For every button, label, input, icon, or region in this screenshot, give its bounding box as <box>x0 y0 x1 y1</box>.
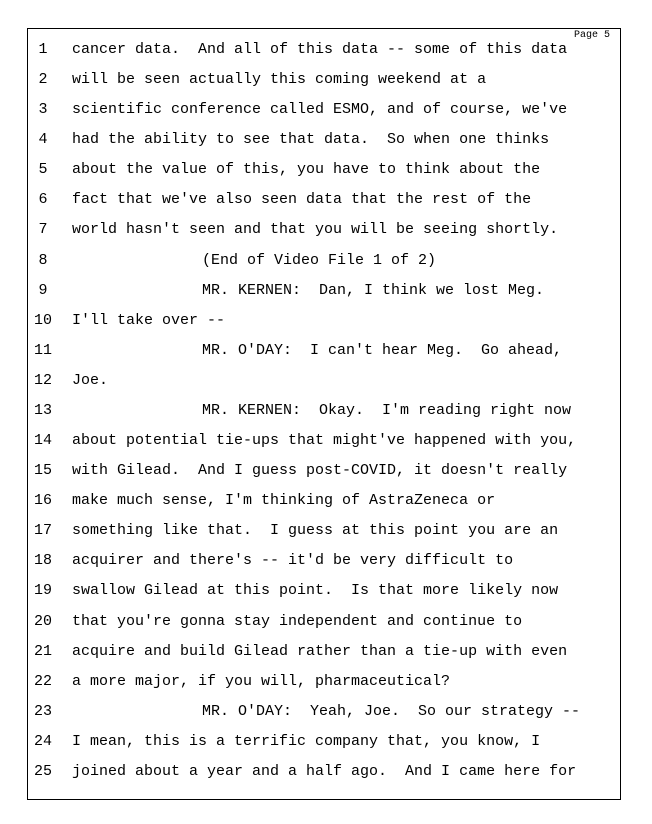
transcript-line <box>0 185 652 215</box>
transcript-line <box>0 667 652 697</box>
line-number: 2 <box>38 71 48 89</box>
transcript-line <box>0 546 652 576</box>
transcript-line <box>0 35 652 65</box>
line-number: 7 <box>38 221 48 239</box>
line-text: world hasn't seen and that you will be seeing shortly. <box>72 221 559 239</box>
transcript-line <box>0 426 652 456</box>
transcript-line <box>0 276 652 306</box>
line-text: scientific conference called ESMO, and of course, we've <box>72 101 568 119</box>
transcript-line <box>0 486 652 516</box>
transcript-line <box>0 155 652 185</box>
line-text: joined about a year and a half ago. And I came here for <box>72 762 577 780</box>
line-number: 25 <box>33 762 52 780</box>
line-number: 5 <box>38 161 48 179</box>
transcript-line <box>0 246 652 276</box>
transcript-line <box>0 215 652 245</box>
line-number: 19 <box>33 582 52 600</box>
line-number: 17 <box>33 522 52 540</box>
line-text: will be seen actually this coming weekend at a <box>72 71 487 89</box>
line-number: 3 <box>38 101 48 119</box>
line-number: 8 <box>38 251 48 269</box>
line-number: 9 <box>38 281 48 299</box>
line-number: 21 <box>33 642 52 660</box>
transcript-line <box>0 516 652 546</box>
transcript-line <box>0 607 652 637</box>
transcript-line <box>0 95 652 125</box>
transcript-line <box>0 456 652 486</box>
line-text: swallow Gilead at this point. Is that more likely now <box>72 582 559 600</box>
transcript-line <box>0 366 652 396</box>
line-number: 13 <box>33 401 52 419</box>
line-number: 18 <box>33 552 52 570</box>
line-text: MR. O'DAY: Yeah, Joe. So our strategy -- <box>202 702 581 720</box>
line-text: MR. KERNEN: Dan, I think we lost Meg. <box>202 281 545 299</box>
line-text: with Gilead. And I guess post-COVID, it doesn't really <box>72 462 568 480</box>
line-text: MR. O'DAY: I can't hear Meg. Go ahead, <box>202 341 563 359</box>
line-text: about the value of this, you have to think about the <box>72 161 541 179</box>
line-text: fact that we've also seen data that the rest of the <box>72 191 532 209</box>
line-text: had the ability to see that data. So when one thinks <box>72 131 550 149</box>
transcript-line <box>0 336 652 366</box>
line-number: 4 <box>38 131 48 149</box>
line-number: 15 <box>33 462 52 480</box>
line-text: acquirer and there's -- it'd be very difficult to <box>72 552 514 570</box>
transcript-line <box>0 65 652 95</box>
line-text: I'll take over -- <box>72 311 226 329</box>
line-text: something like that. I guess at this point you are an <box>72 522 559 540</box>
line-text: MR. KERNEN: Okay. I'm reading right now <box>202 401 572 419</box>
line-text: I mean, this is a terrific company that, you know, I <box>72 732 541 750</box>
line-text: make much sense, I'm thinking of AstraZeneca or <box>72 492 496 510</box>
transcript-line <box>0 396 652 426</box>
line-text: acquire and build Gilead rather than a tie-up with even <box>72 642 568 660</box>
transcript-line <box>0 757 652 787</box>
line-text: about potential tie-ups that might've happened with you, <box>72 432 577 450</box>
line-text: (End of Video File 1 of 2) <box>202 251 437 269</box>
line-number: 14 <box>33 432 52 450</box>
page-number-label: Page 5 <box>574 30 611 41</box>
line-number: 16 <box>33 492 52 510</box>
line-number: 20 <box>33 612 52 630</box>
transcript-line <box>0 306 652 336</box>
transcript-line <box>0 637 652 667</box>
line-number: 6 <box>38 191 48 209</box>
line-number: 24 <box>33 732 52 750</box>
line-text: cancer data. And all of this data -- some of this data <box>72 41 568 58</box>
line-number: 10 <box>33 311 52 329</box>
line-number: 23 <box>33 702 52 720</box>
transcript-line <box>0 125 652 155</box>
transcript-line <box>0 576 652 606</box>
line-number: 11 <box>33 341 52 359</box>
line-text: a more major, if you will, pharmaceutical? <box>72 672 451 690</box>
line-text: Joe. <box>72 371 109 389</box>
line-number: 1 <box>38 41 48 58</box>
line-number: 12 <box>33 371 52 389</box>
line-number: 22 <box>33 672 52 690</box>
transcript-line <box>0 697 652 727</box>
transcript-line <box>0 727 652 757</box>
line-text: that you're gonna stay independent and continue to <box>72 612 523 630</box>
